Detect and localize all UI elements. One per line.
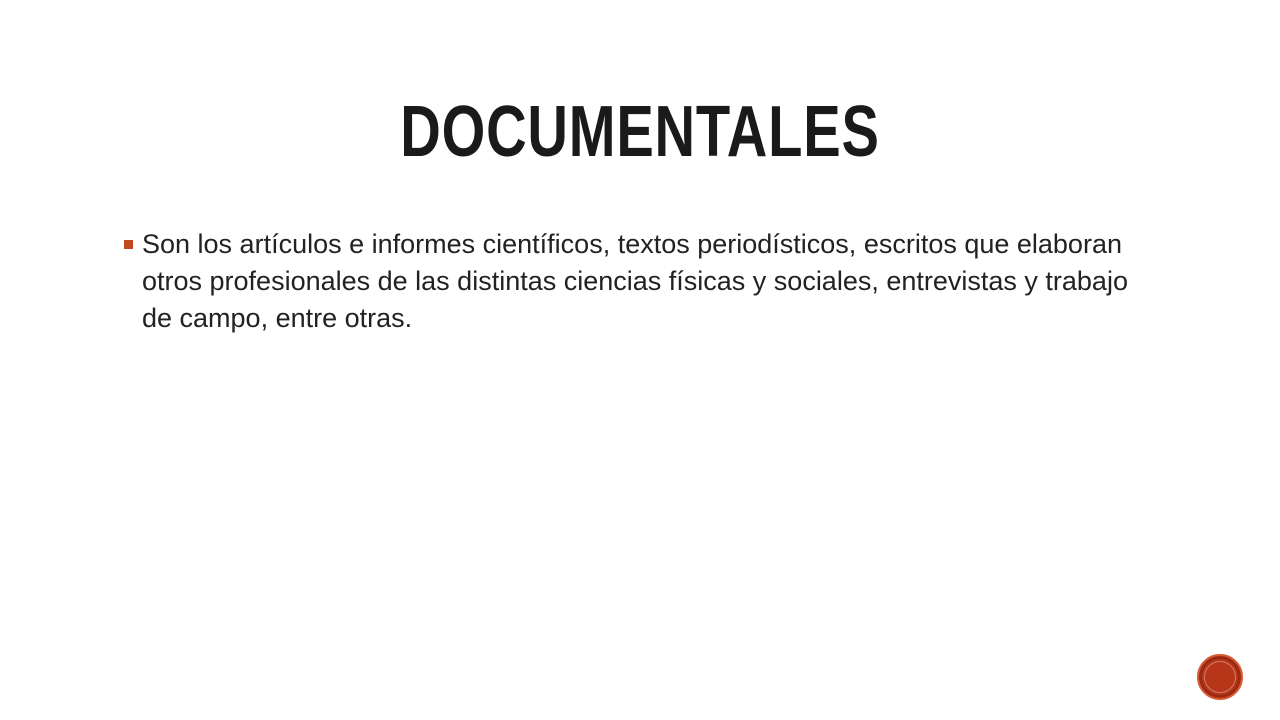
bullet-text: Son los artículos e informes científicos, textos periodísticos, escritos que elaboran otros profesionales de las distintas ciencias físicas y sociales, entrevistas y trabajo de campo, entre otras. bbox=[142, 229, 1128, 333]
square-bullet-icon bbox=[124, 240, 133, 249]
bullet-list bbox=[120, 226, 1130, 337]
slide-title: DOCUMENTALES bbox=[400, 92, 880, 172]
list-item bbox=[120, 226, 1130, 337]
slide-number-circle-icon bbox=[1197, 654, 1243, 700]
slide-number-ring bbox=[1204, 661, 1236, 693]
